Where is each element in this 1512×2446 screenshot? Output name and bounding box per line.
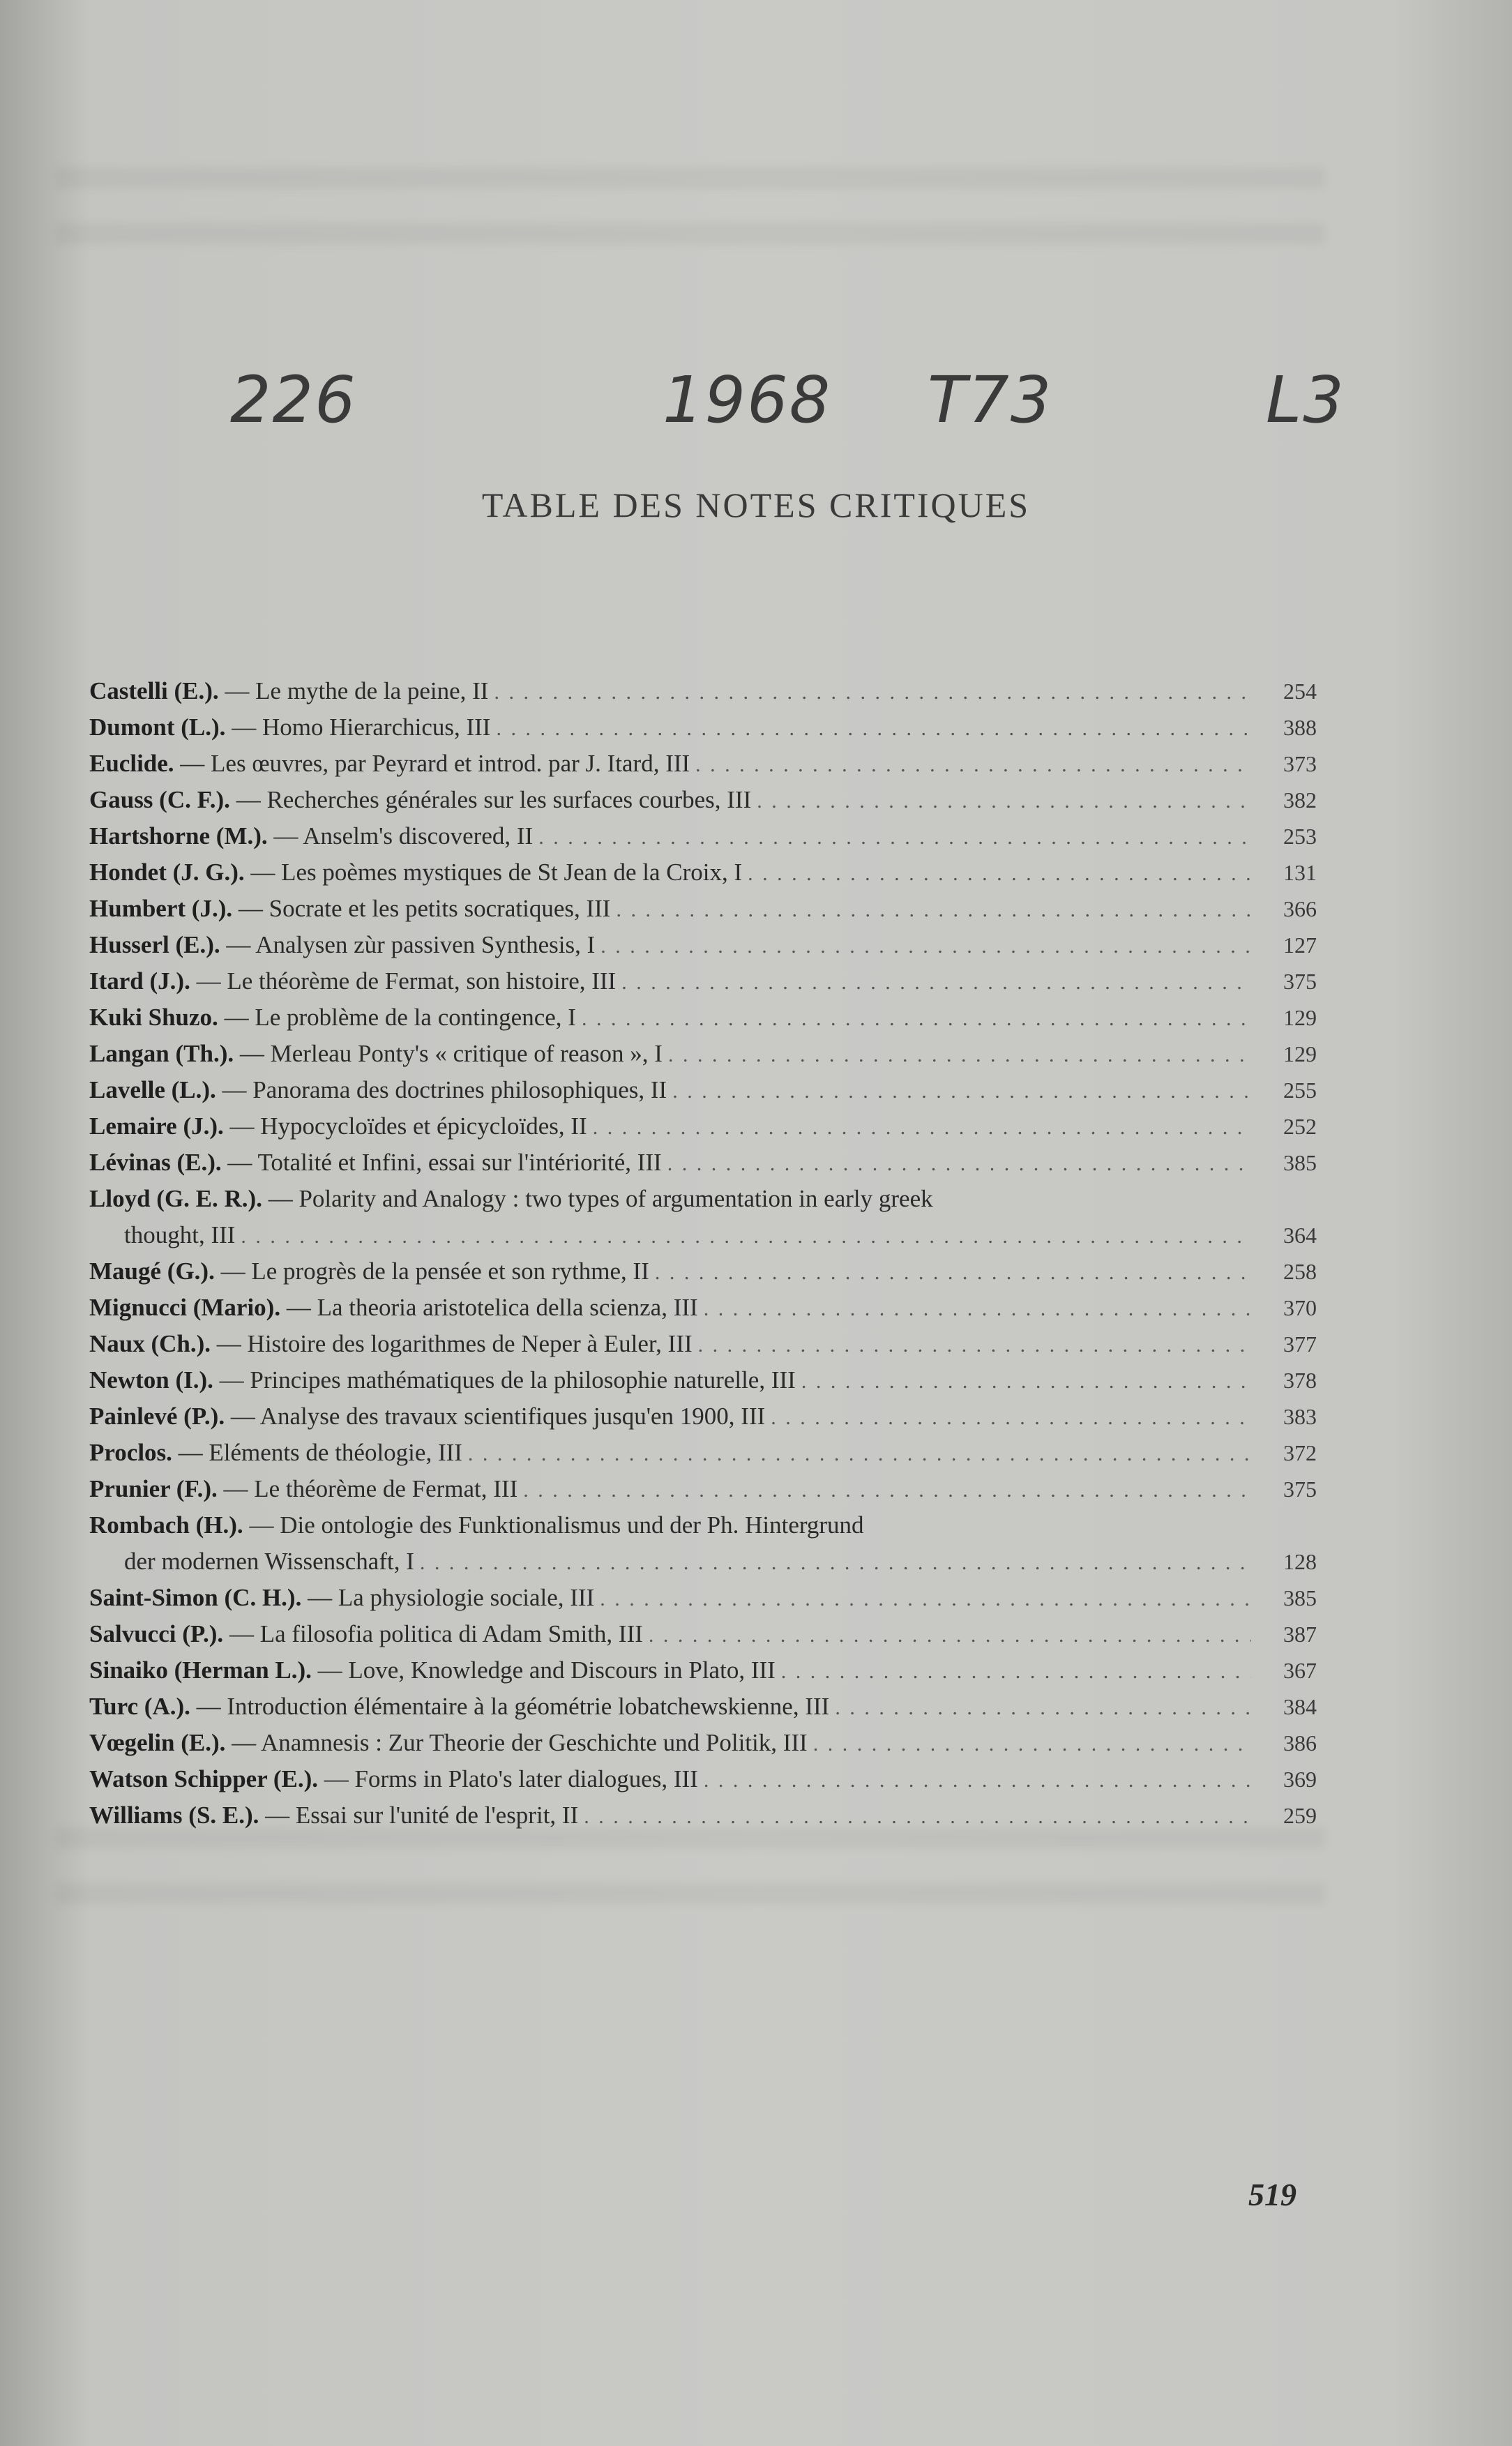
- dot-leader: [668, 1037, 1251, 1073]
- entry-author: Painlevé (P.).: [89, 1403, 225, 1430]
- entry-work-continued: thought, III: [124, 1221, 236, 1248]
- index-entry: [89, 854, 1317, 891]
- entry-work: — Recherches générales sur les surfaces courbes, III: [236, 786, 752, 813]
- dot-leader: [781, 1654, 1251, 1690]
- entry-page: 366: [1283, 896, 1317, 921]
- entry-page: 258: [1283, 1259, 1317, 1284]
- index-entry: [89, 1725, 1317, 1761]
- index-entry: [89, 1253, 1317, 1290]
- entry-author: Mignucci (Mario).: [89, 1294, 281, 1321]
- entry-work: — Le théorème de Fermat, son histoire, III: [196, 967, 617, 995]
- entry-page: 383: [1283, 1404, 1317, 1429]
- entry-work: — Le problème de la contingence, I: [224, 1004, 576, 1031]
- entry-work-continued: der modernen Wissenschaft, I: [124, 1548, 414, 1575]
- dot-leader: [813, 1726, 1251, 1762]
- entry-page: 382: [1283, 787, 1317, 813]
- index-entry: [89, 1471, 1317, 1507]
- entry-heading: [89, 1435, 462, 1471]
- entry-work: — Le progrès de la pensée et son rythme, II: [220, 1258, 649, 1285]
- entry-work: — Essai sur l'unité de l'esprit, II: [265, 1802, 579, 1829]
- entry-work: — Les poèmes mystiques de St Jean de la Croix, I: [250, 859, 743, 886]
- dot-leader: [538, 820, 1251, 856]
- dot-leader: [757, 783, 1251, 820]
- entry-work: — La theoria aristotelica della scienza, III: [286, 1294, 698, 1321]
- notes-index-list: [89, 673, 1317, 1834]
- entry-page: 384: [1283, 1694, 1317, 1719]
- handwritten-note: L3: [1266, 363, 1345, 437]
- dot-leader: [593, 1110, 1251, 1146]
- entry-work: — Homo Hierarchicus, III: [232, 714, 491, 741]
- entry-page: 128: [1283, 1549, 1317, 1574]
- entry-page: 255: [1283, 1078, 1317, 1103]
- entry-work: — Analyse des travaux scientifiques jusqu'en 1900, III: [230, 1403, 766, 1430]
- dot-leader: [621, 965, 1251, 1001]
- entry-author: Lemaire (J.).: [89, 1112, 224, 1140]
- entry-page: 372: [1283, 1440, 1317, 1465]
- entry-author: Itard (J.).: [89, 967, 190, 995]
- entry-author: Turc (A.).: [89, 1693, 190, 1720]
- entry-author: Rombach (H.).: [89, 1511, 243, 1539]
- entry-work: — Love, Knowledge and Discours in Plato, III: [317, 1656, 776, 1684]
- entry-page: 127: [1283, 933, 1317, 958]
- entry-work: — Principes mathématiques de la philosophie naturelle, III: [219, 1366, 796, 1394]
- entry-heading: [89, 1072, 667, 1108]
- entry-heading: [89, 1797, 578, 1834]
- index-entry: [89, 1435, 1317, 1471]
- dot-leader: [494, 674, 1251, 711]
- entry-work: — Analysen zùr passiven Synthesis, I: [226, 931, 596, 958]
- entry-heading: [89, 999, 576, 1036]
- index-entry: [89, 1362, 1317, 1398]
- entry-page: 252: [1283, 1114, 1317, 1139]
- page-number: 519: [1248, 2177, 1296, 2212]
- bleed-through-line: [56, 167, 1325, 188]
- dot-leader: [704, 1291, 1251, 1327]
- entry-page: 129: [1283, 1005, 1317, 1030]
- entry-work: — Forms in Plato's later dialogues, III: [324, 1765, 698, 1792]
- entry-page: 259: [1283, 1803, 1317, 1828]
- entry-author: Dumont (L.).: [89, 714, 226, 741]
- index-entry: [89, 673, 1317, 709]
- entry-heading: [89, 1290, 698, 1326]
- entry-work: — Histoire des logarithmes de Neper à Euler, III: [216, 1330, 693, 1357]
- entry-heading: [89, 1471, 517, 1507]
- entry-page: 385: [1283, 1585, 1317, 1610]
- entry-heading: [89, 891, 610, 927]
- entry-heading: [89, 1326, 693, 1362]
- dot-leader: [672, 1073, 1251, 1110]
- index-entry: [89, 1580, 1317, 1616]
- entry-heading: [89, 1507, 864, 1543]
- index-entry: [89, 1616, 1317, 1652]
- index-entry: [89, 746, 1317, 782]
- index-entry: [89, 1181, 1317, 1253]
- entry-page: 129: [1283, 1041, 1317, 1066]
- entry-heading: [89, 963, 616, 999]
- entry-work: — Die ontologie des Funktionalismus und der Ph. Hintergrund: [249, 1511, 864, 1539]
- entry-author: Proclos.: [89, 1439, 172, 1466]
- entry-heading: [89, 818, 533, 854]
- dot-leader: [523, 1472, 1251, 1509]
- dot-leader: [584, 1799, 1251, 1835]
- index-entry: [89, 1797, 1317, 1834]
- index-entry: [89, 1290, 1317, 1326]
- entry-page: 253: [1283, 824, 1317, 849]
- entry-page: 387: [1283, 1622, 1317, 1647]
- handwritten-note: 1968: [663, 363, 832, 437]
- entry-heading: [89, 1761, 698, 1797]
- index-entry: [89, 963, 1317, 999]
- index-entry: [89, 1108, 1317, 1145]
- entry-page: 369: [1283, 1767, 1317, 1792]
- entry-page: 373: [1283, 751, 1317, 776]
- entry-author: Newton (I.).: [89, 1366, 213, 1394]
- dot-leader: [667, 1146, 1251, 1182]
- entry-work: — La physiologie sociale, III: [308, 1584, 595, 1611]
- bleed-through-line: [56, 223, 1325, 244]
- entry-heading: [89, 1398, 765, 1435]
- entry-work: — Merleau Ponty's « critique of reason », I: [239, 1040, 663, 1067]
- entry-work: — Socrate et les petits socratiques, III: [238, 895, 611, 922]
- entry-work: — Le théorème de Fermat, III: [223, 1475, 518, 1502]
- entry-page: 377: [1283, 1331, 1317, 1357]
- entry-work: — Panorama des doctrines philosophiques, II: [222, 1076, 667, 1103]
- entry-heading: [89, 1616, 643, 1652]
- dot-leader: [420, 1545, 1251, 1581]
- entry-work: — Les œuvres, par Peyrard et introd. par J. Itard, III: [180, 750, 690, 777]
- entry-page: 370: [1283, 1295, 1317, 1320]
- entry-author: Watson Schipper (E.).: [89, 1765, 319, 1792]
- entry-heading: [89, 1036, 663, 1072]
- entry-page: 385: [1283, 1150, 1317, 1175]
- index-entry: [89, 999, 1317, 1036]
- entry-author: Prunier (F.).: [89, 1475, 218, 1502]
- entry-heading: [89, 1362, 796, 1398]
- entry-heading: [89, 1689, 829, 1725]
- entry-work: — Anamnesis : Zur Theorie der Geschichte und Politik, III: [232, 1729, 808, 1756]
- dot-leader: [695, 747, 1251, 783]
- entry-page: 367: [1283, 1658, 1317, 1683]
- entry-author: Hondet (J. G.).: [89, 859, 245, 886]
- entry-page: 375: [1283, 1477, 1317, 1502]
- index-entry: [89, 1072, 1317, 1108]
- entry-work: — Le mythe de la peine, II: [225, 677, 489, 704]
- entry-heading: [89, 1725, 808, 1761]
- page-title: TABLE DES NOTES CRITIQUES: [481, 485, 1031, 524]
- index-entry: [89, 1326, 1317, 1362]
- entry-author: Humbert (J.).: [89, 895, 233, 922]
- entry-page: 386: [1283, 1730, 1317, 1756]
- entry-heading: [89, 782, 751, 818]
- handwritten-annotations: [0, 363, 1512, 460]
- entry-work: — Polarity and Analogy : two types of argumentation in early greek: [268, 1185, 933, 1212]
- entry-work: — Hypocycloïdes et épicycloïdes, II: [229, 1112, 587, 1140]
- index-entry: [89, 782, 1317, 818]
- entry-heading: [89, 1652, 776, 1689]
- entry-author: Sinaiko (Herman L.).: [89, 1656, 312, 1684]
- entry-author: Maugé (G.).: [89, 1258, 215, 1285]
- dot-leader: [801, 1364, 1251, 1400]
- entry-work: — Introduction élémentaire à la géométrie lobatchewskienne, III: [196, 1693, 830, 1720]
- index-entry: [89, 1036, 1317, 1072]
- entry-author: Salvucci (P.).: [89, 1620, 224, 1647]
- index-entry: [89, 1398, 1317, 1435]
- index-entry: [89, 709, 1317, 746]
- index-entry: [89, 891, 1317, 927]
- entry-page: 254: [1283, 679, 1317, 704]
- dot-leader: [600, 928, 1251, 965]
- bleed-through-line: [56, 1883, 1325, 1904]
- entry-author: Lloyd (G. E. R.).: [89, 1185, 262, 1212]
- dot-leader: [835, 1690, 1251, 1726]
- entry-heading: [89, 709, 490, 746]
- dot-leader: [748, 856, 1251, 892]
- entry-page: 131: [1283, 860, 1317, 885]
- entry-author: Vœgelin (E.).: [89, 1729, 226, 1756]
- dot-leader: [582, 1001, 1251, 1037]
- entry-work: — Eléments de théologie, III: [178, 1439, 462, 1466]
- entry-author: Lavelle (L.).: [89, 1076, 216, 1103]
- entry-heading: [89, 1108, 587, 1145]
- dot-leader: [698, 1327, 1251, 1364]
- entry-page: 378: [1283, 1368, 1317, 1393]
- entry-author: Lévinas (E.).: [89, 1149, 222, 1176]
- index-entry: [89, 1652, 1317, 1689]
- entry-heading: [89, 1145, 662, 1181]
- entry-author: Kuki Shuzo.: [89, 1004, 218, 1031]
- entry-author: Euclide.: [89, 750, 174, 777]
- index-entry: [89, 1689, 1317, 1725]
- entry-page: 364: [1283, 1223, 1317, 1248]
- entry-author: Langan (Th.).: [89, 1040, 234, 1067]
- entry-work: — Totalité et Infini, essai sur l'intériorité, III: [227, 1149, 662, 1176]
- dot-leader: [649, 1617, 1251, 1654]
- handwritten-note: 226: [230, 363, 357, 437]
- handwritten-note: T73: [928, 363, 1053, 437]
- entry-author: Hartshorne (M.).: [89, 822, 268, 850]
- entry-heading: [89, 746, 690, 782]
- dot-leader: [496, 711, 1251, 747]
- entry-work: — Anselm's discovered, II: [273, 822, 534, 850]
- index-entry: [89, 818, 1317, 854]
- entry-author: Castelli (E.).: [89, 677, 219, 704]
- entry-heading: [89, 854, 742, 891]
- entry-author: Husserl (E.).: [89, 931, 220, 958]
- entry-heading: [89, 1253, 649, 1290]
- dot-leader: [771, 1400, 1251, 1436]
- entry-author: Saint-Simon (C. H.).: [89, 1584, 302, 1611]
- dot-leader: [241, 1218, 1251, 1255]
- entry-heading: [89, 1181, 933, 1217]
- index-entry: [89, 1761, 1317, 1797]
- entry-heading: [89, 1580, 594, 1616]
- dot-leader: [616, 892, 1251, 928]
- dot-leader: [704, 1762, 1251, 1799]
- dot-leader: [468, 1436, 1251, 1472]
- index-entry: [89, 1145, 1317, 1181]
- entry-heading: [89, 927, 595, 963]
- index-entry: [89, 1507, 1317, 1580]
- entry-page: 388: [1283, 715, 1317, 740]
- dot-leader: [600, 1581, 1251, 1617]
- dot-leader: [655, 1255, 1251, 1291]
- entry-author: Williams (S. E.).: [89, 1802, 259, 1829]
- entry-work: — La filosofia politica di Adam Smith, III: [229, 1620, 643, 1647]
- entry-heading: [89, 673, 488, 709]
- entry-author: Gauss (C. F.).: [89, 786, 230, 813]
- entry-author: Naux (Ch.).: [89, 1330, 211, 1357]
- index-entry: [89, 927, 1317, 963]
- entry-page: 375: [1283, 969, 1317, 994]
